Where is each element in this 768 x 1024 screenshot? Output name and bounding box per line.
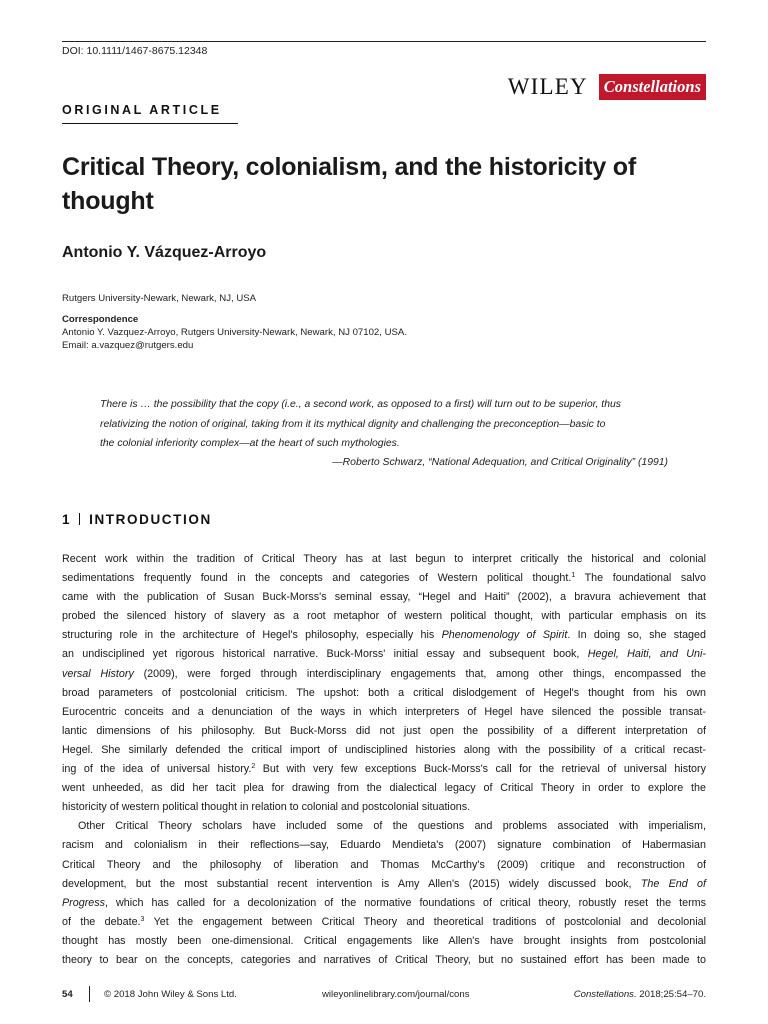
body-line: ing of the idea of universal history.$^2$ But with very few exceptions Buck-Morss's call for the retrieval of universal history — [62, 763, 706, 776]
body-line: probed the silenced history of slavery as a root metaphor of western political thought, with particular emphasis on its — [62, 610, 706, 623]
footnote-ref[interactable]: 3 — [140, 915, 145, 923]
correspondence-block — [62, 313, 407, 352]
article-type-underline — [62, 123, 238, 124]
book-title-italic: versal History — [62, 667, 134, 680]
body-line: Eurocentric conceits and a denunciation of the ways in which interpreters of Hegel have silenced the possible transat- — [62, 705, 706, 718]
footnote-ref[interactable]: 2 — [251, 763, 256, 771]
epigraph-line: There is … the possibility that the copy (i.e., a second work, as opposed to a first) will turn out to be superior, thus — [100, 399, 621, 410]
author-affiliation: Rutgers University-Newark, Newark, NJ, USA — [62, 293, 257, 304]
body-line: lantic dimensions of his philosophy. But Buck-Morss did not just open the possibility of a different interpretation of — [62, 724, 706, 737]
page-footer — [62, 989, 706, 1003]
correspondence-email[interactable]: Email: a.vazquez@rutgers.edu — [62, 340, 194, 351]
doi-link[interactable]: DOI: 10.1111/1467-8675.12348 — [62, 45, 208, 57]
section-divider — [79, 513, 80, 525]
body-line: of the debate.$^3$ Yet the engagement between Critical Theory and theoretical traditions of postcolonial and decolonial — [62, 915, 706, 928]
correspondence-address: Antonio Y. Vazquez-Arroyo, Rutgers University-Newark, Newark, NJ 07102, USA. — [62, 327, 407, 338]
header-rule — [62, 41, 706, 42]
body-line: development, but the most substantial recent intervention is Amy Allen's (2015) widely discussed book, The End of — [62, 877, 707, 890]
page-number: 54 — [62, 989, 73, 1000]
body-line: broad parameters of postcolonial criticism. The upshot: both a critical dislodgement of Hegel's thought from his own — [62, 686, 706, 699]
body-line: Critical Theory and the philosophy of liberation and Thomas McCarthy's (2009) critique and reconstruction of — [62, 858, 706, 871]
body-line: thought has mostly been one-dimensional. Critical engagements like Allen's have brought insights from postcolonial — [62, 934, 706, 947]
copyright-notice: © 2018 John Wiley & Sons Ltd. — [104, 989, 237, 1000]
body-line: theory to bear on the concepts, categories and narratives of Critical Theory, but no sustained effort has been made to — [62, 953, 706, 966]
body-line: historicity of western political thought in relation to colonial and postcolonial situations. — [62, 801, 471, 814]
section-title: INTRODUCTION — [89, 512, 212, 527]
body-line: sedimentations frequently found in the concepts and categories of Western political thought.$^1$ The foundational salvo — [62, 572, 707, 585]
publisher-branding — [508, 74, 706, 100]
author-name: Antonio Y. Vázquez-Arroyo — [62, 244, 267, 261]
citation-info: Constellations. 2018;25:54–70. — [573, 989, 706, 1000]
body-line: Progress, which has called for a decolonization of the normative foundations of critical theory, robustly reset the terms — [62, 896, 706, 909]
epigraph — [100, 395, 670, 468]
body-line: structuring role in the architecture of Hegel's philosophy, especially his Phenomenology of Spirit. In doing so, she staged — [62, 629, 706, 642]
footnote-ref[interactable]: 1 — [571, 572, 576, 580]
body-line: an undisciplined yet rigorous historical narrative. Buck-Morss' initial essay and subsequent book, Hegel, Haiti, and Uni- — [62, 648, 706, 661]
epigraph-line: relativizing the notion of original, taking from it its mythical dignity and challenging the preconception—basic to — [100, 418, 606, 430]
journal-url-link[interactable]: wileyonlinelibrary.com/journal/cons — [322, 989, 470, 1000]
body-line: went unheeded, as did her tacit plea for drawing from the dialectical legacy of Critical Theory in order to explore the — [62, 782, 706, 795]
body-line: came with the publication of Susan Buck-Morss's seminal essay, “Hegel and Haiti” (2002), a bravura achievement that — [62, 591, 706, 604]
body-line: Other Critical Theory scholars have included some of the questions and problems associated with imperialism, — [78, 820, 706, 833]
correspondence-label: Correspondence — [62, 314, 139, 325]
epigraph-attribution: —Roberto Schwarz, “National Adequation, and Critical Originality” (1991) — [332, 457, 668, 468]
book-title-italic: Progress — [62, 896, 106, 909]
body-line: Hegel. She similarly defended the critical import of undisciplined histories along with the possibility of a critical recast- — [62, 743, 706, 756]
constellations-logo: Constellations — [599, 74, 706, 100]
section-number: 1 — [62, 512, 72, 527]
book-title-italic: The End of — [640, 877, 707, 890]
section-heading — [62, 512, 212, 527]
body-line: racism and colonialism in their reflections—say, Eduardo Mendieta's (2007) signature combination of Habermasian — [62, 839, 706, 852]
body-line: Recent work within the tradition of Critical Theory has at last begun to interpret critically the historical and colonial — [62, 553, 706, 565]
body-text — [62, 550, 706, 970]
article-title: Critical Theory, colonialism, and the historicity of thought — [62, 153, 636, 215]
book-title-italic: Hegel, Haiti, and Uni- — [587, 648, 706, 661]
article-type-label: ORIGINAL ARTICLE — [62, 103, 222, 117]
footer-divider — [89, 986, 90, 1002]
journal-name-italic: Constellations. — [573, 989, 637, 1000]
body-line: versal History (2009), were forged through interdisciplinary engagements that, among other things, encompassed the — [62, 667, 706, 680]
book-title-italic: Phenomenology of Spirit — [441, 629, 568, 642]
wiley-logo: WILEY — [507, 74, 588, 99]
epigraph-line: the colonial inferiority complex—at the heart of such mythologies. — [100, 438, 400, 449]
